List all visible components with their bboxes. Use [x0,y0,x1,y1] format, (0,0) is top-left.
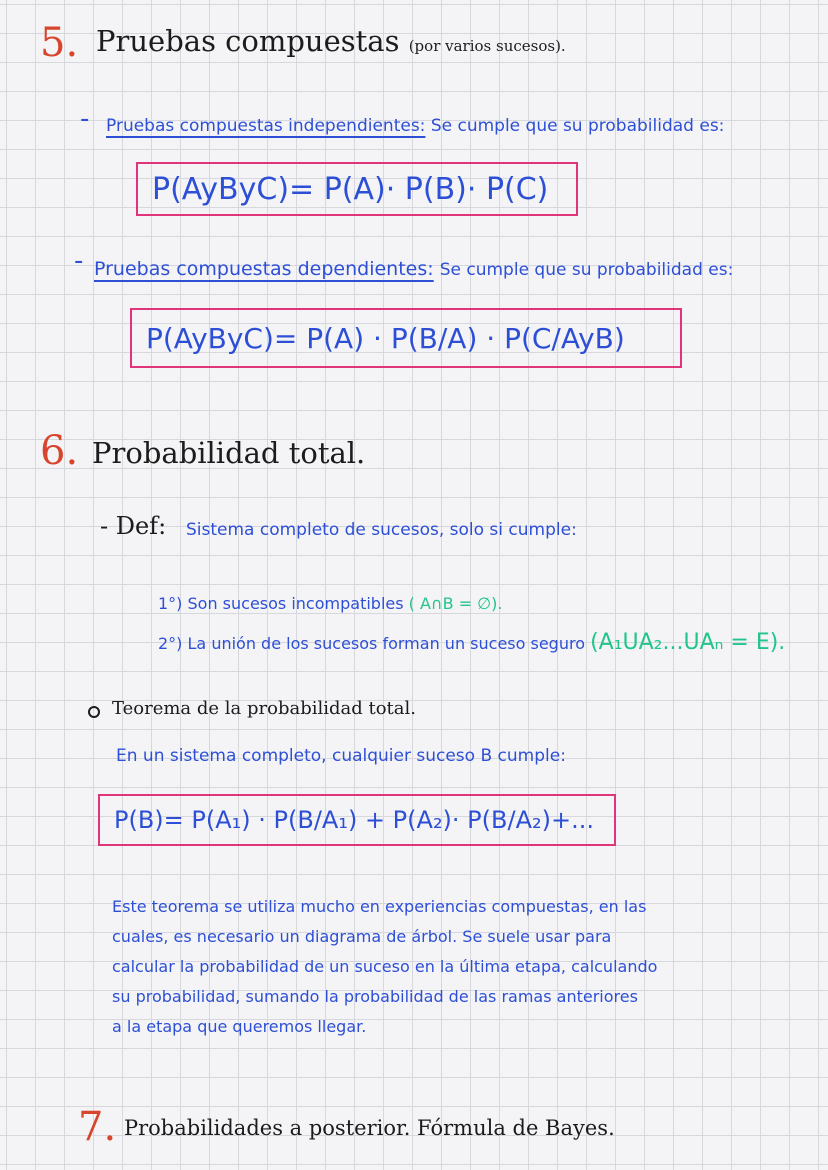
cond-2 [158,630,785,655]
cond-1 [158,594,502,613]
section-5-title-note: (por varios sucesos). [408,37,566,55]
total-formula-box [98,794,616,846]
dep-formula-box [130,308,682,368]
indep-dash: - [80,104,90,134]
indep-line [106,116,724,136]
paragraph-line: calcular la probabilidad de un suceso en la última etapa, calculando [112,957,658,976]
dep-line [94,258,733,280]
def-prefix: - Def: [100,512,167,540]
indep-text: Se cumple que su probabilidad es: [430,116,725,136]
dep-label: Pruebas compuestas dependientes: [94,258,434,280]
theorem-title: Teorema de la probabilidad total. [112,698,417,719]
theorem-paragraph [112,892,812,1042]
cond-2-text: 2°) La unión de los sucesos forman un suceso seguro [158,634,585,653]
paragraph-line: su probabilidad, sumando la probabilidad de las ramas anteriores [112,987,638,1006]
cond-2-math: (A₁UA₂...UAₙ = E). [590,630,786,655]
total-formula: P(B)= P(A₁) · P(B/A₁) + P(A₂)· P(B/A₂)+... [114,806,594,834]
bullet-icon [88,706,100,718]
dep-dash: - [74,246,84,276]
section-5-title-text: Pruebas compuestas [96,24,400,58]
indep-formula: P(AyByC)= P(A)· P(B)· P(C) [152,171,549,207]
section-7-title: Probabilidades a posterior. Fórmula de Bayes. [124,1116,615,1140]
indep-formula-box [136,162,578,216]
paragraph-line: a la etapa que queremos llegar. [112,1017,367,1036]
indep-label: Pruebas compuestas independientes: [106,116,426,136]
section-5-title [96,24,566,58]
section-6-number: 6. [40,428,79,474]
paragraph-line: cuales, es necesario un diagrama de árbol. Se suele usar para [112,927,612,946]
def-text: Sistema completo de sucesos, solo si cumple: [186,520,577,540]
theorem-text: En un sistema completo, cualquier suceso B cumple: [116,746,566,766]
paragraph-line: Este teorema se utiliza mucho en experiencias compuestas, en las [112,897,647,916]
cond-1-math: ( A∩B = ∅). [408,594,503,613]
section-7-number: 7. [78,1104,117,1150]
cond-1-text: 1°) Son sucesos incompatibles [158,594,404,613]
dep-formula: P(AyByC)= P(A) · P(B/A) · P(C/AyB) [146,321,625,355]
dep-text: Se cumple que su probabilidad es: [439,260,734,280]
section-5-number: 5. [40,20,79,66]
section-6-title: Probabilidad total. [92,436,366,470]
